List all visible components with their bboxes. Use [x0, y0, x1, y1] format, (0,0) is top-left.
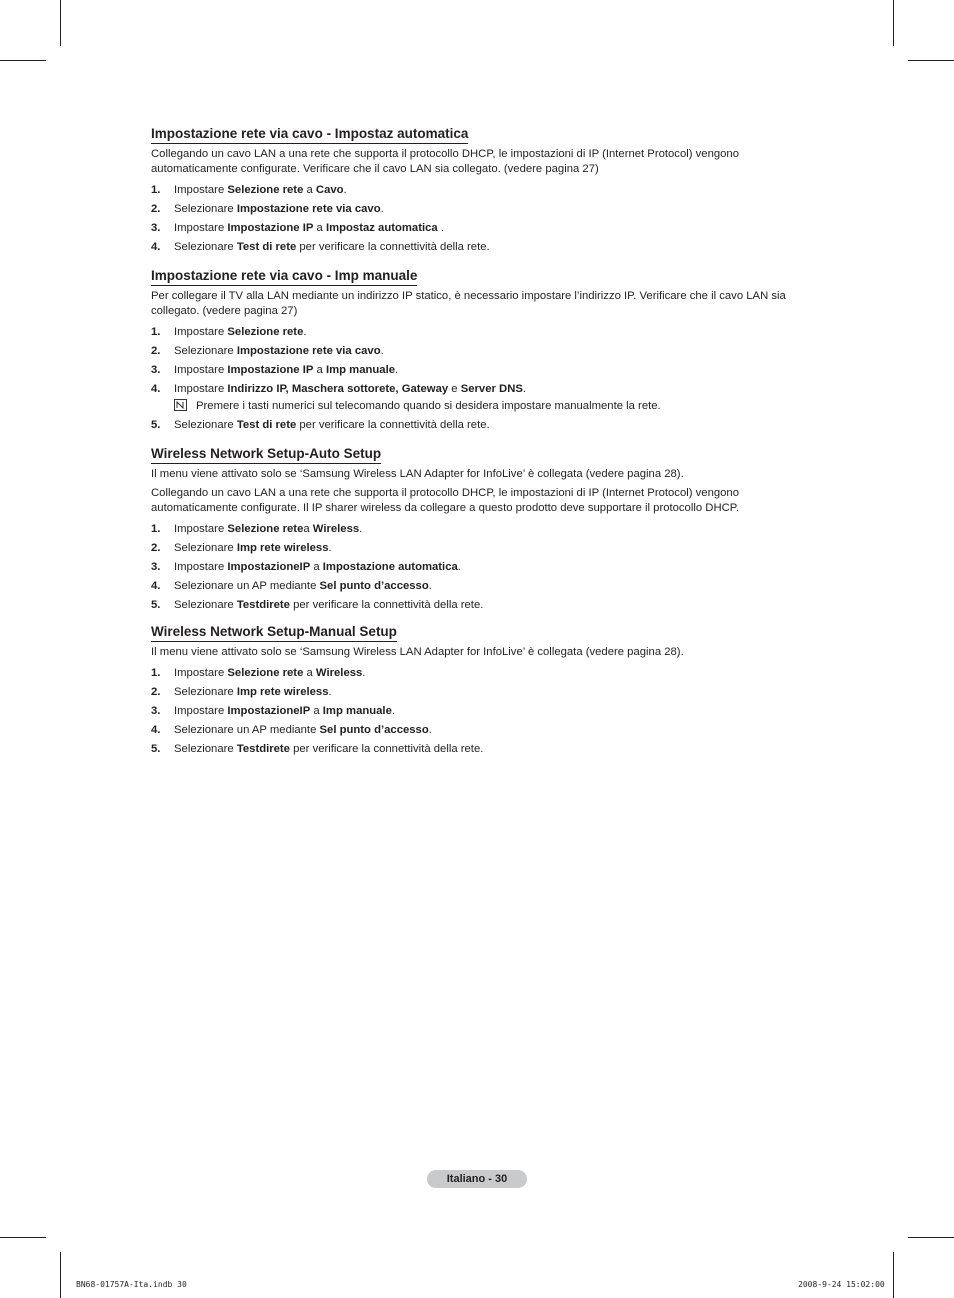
- step-number: 2.: [151, 203, 161, 215]
- menu-option: ImpostazioneIP: [227, 561, 311, 573]
- page-content: [151, 125, 816, 767]
- crop-mark: [0, 1237, 46, 1238]
- step-text: Impostare: [174, 523, 228, 535]
- step-item: [151, 325, 816, 339]
- step-text: .: [457, 561, 461, 573]
- step-number: 1.: [151, 667, 161, 679]
- step-text: Impostare: [174, 667, 228, 679]
- step-item: [151, 363, 816, 377]
- menu-option: Testdirete: [236, 743, 290, 755]
- menu-option: ImpostazioneIP: [227, 705, 311, 717]
- step-text: .: [428, 580, 432, 592]
- step-text: a: [313, 222, 326, 234]
- step-text: .: [428, 724, 432, 736]
- step-item: [151, 382, 816, 413]
- step-item: [151, 742, 816, 756]
- section-title: Wireless Network Setup-Auto Setup: [151, 445, 381, 464]
- step-text: a: [310, 561, 323, 573]
- step-text: .: [522, 383, 527, 395]
- step-text: Selezionare: [174, 743, 237, 755]
- menu-option: Imp manuale: [322, 705, 392, 717]
- step-text: Impostare: [174, 705, 228, 717]
- step-text: Impostare: [174, 184, 228, 196]
- note-text: Premere i tasti numerici sul telecomando quando si desidera impostare manualmente la rete.: [196, 400, 661, 412]
- step-number: 4.: [151, 383, 161, 395]
- crop-mark: [60, 0, 61, 46]
- section: [151, 445, 816, 612]
- step-item: [151, 344, 816, 358]
- section-intro: Il menu viene attivato solo se ‘Samsung Wireless LAN Adapter for InfoLive’ è collegata (vedere pagina 28).: [151, 468, 684, 480]
- step-text: Selezionare: [174, 599, 237, 611]
- step-number: 5.: [151, 743, 161, 755]
- step-number: 1.: [151, 523, 161, 535]
- step-text: .: [359, 523, 363, 535]
- step-text: a: [313, 364, 326, 376]
- step-text: a: [310, 705, 323, 717]
- step-number: 2.: [151, 542, 161, 554]
- step-item: [151, 666, 816, 680]
- step-number: 1.: [151, 184, 161, 196]
- step-text: per verificare la connettività della rete.: [289, 599, 484, 611]
- step-number: 3.: [151, 561, 161, 573]
- section: [151, 125, 816, 254]
- menu-option: Server DNS: [460, 383, 523, 395]
- step-number: 2.: [151, 345, 161, 357]
- menu-option: Test di rete: [236, 241, 297, 253]
- step-number: 1.: [151, 326, 161, 338]
- menu-option: Sel punto d’accesso: [319, 580, 429, 592]
- step-number: 4.: [151, 724, 161, 736]
- step-number: 4.: [151, 580, 161, 592]
- page-number-badge: Italiano - 30: [427, 1170, 527, 1188]
- crop-mark: [893, 0, 894, 46]
- step-text: Impostare: [174, 383, 228, 395]
- crop-mark: [0, 60, 46, 61]
- step-item: [151, 598, 816, 612]
- step-item: [151, 202, 816, 216]
- menu-option: Testdirete: [236, 599, 290, 611]
- step-number: 2.: [151, 686, 161, 698]
- step-number: 3.: [151, 222, 161, 234]
- menu-option: Selezione rete: [227, 184, 304, 196]
- menu-option: Impostazione IP: [227, 222, 314, 234]
- menu-option: Imp rete wireless: [236, 542, 329, 554]
- step-text: Impostare: [174, 364, 228, 376]
- menu-option: Impostaz automatica: [325, 222, 438, 234]
- crop-mark: [908, 1237, 954, 1238]
- step-text: .: [391, 705, 395, 717]
- crop-mark: [908, 60, 954, 61]
- step-text: e: [448, 383, 461, 395]
- step-number: 5.: [151, 419, 161, 431]
- step-text: Selezionare un AP mediante: [174, 724, 320, 736]
- menu-option: Test di rete: [236, 419, 297, 431]
- step-text: a: [303, 184, 316, 196]
- section-intro: Collegando un cavo LAN a una rete che supporta il protocollo DHCP, le impostazioni di IP (Internet Protocol) vengono automaticamente configurate. Il IP sharer wireless da collegare a questo prodotto deve supportare il protocollo DHCP.: [151, 487, 739, 514]
- step-item: [151, 418, 816, 432]
- step-text: a: [303, 667, 316, 679]
- menu-option: Cavo: [315, 184, 344, 196]
- step-text: .: [437, 222, 444, 234]
- step-number: 3.: [151, 364, 161, 376]
- step-text: .: [328, 542, 332, 554]
- imprint-date: 2008-9-24 15:02:00: [798, 1280, 885, 1289]
- step-number: 4.: [151, 241, 161, 253]
- step-text: per verificare la connettività della rete.: [296, 419, 490, 431]
- step-text: .: [303, 326, 307, 338]
- step-text: per verificare la connettività della rete.: [296, 241, 490, 253]
- menu-option: Impostazione rete via cavo: [236, 203, 381, 215]
- note-icon: [174, 399, 187, 411]
- step-item: [151, 541, 816, 555]
- step-text: Impostare: [174, 561, 228, 573]
- menu-option: Impostazione automatica: [322, 561, 458, 573]
- step-item: [151, 560, 816, 574]
- step-text: .: [395, 364, 399, 376]
- step-text: Selezionare: [174, 203, 237, 215]
- menu-option: Impostazione rete via cavo: [236, 345, 381, 357]
- crop-mark: [893, 1252, 894, 1298]
- step-text: .: [380, 345, 384, 357]
- step-item: [151, 579, 816, 593]
- step-list: [151, 325, 816, 432]
- step-list: [151, 183, 816, 254]
- step-item: [151, 723, 816, 737]
- menu-option: Selezione rete: [227, 326, 304, 338]
- menu-option: Imp manuale: [325, 364, 395, 376]
- step-item: [151, 685, 816, 699]
- imprint-file: BN68-01757A-Ita.indb 30: [76, 1280, 187, 1289]
- step-text: Selezionare: [174, 345, 237, 357]
- section-title: Impostazione rete via cavo - Impostaz automatica: [151, 125, 468, 144]
- step-item: [151, 704, 816, 718]
- step-item: [151, 221, 816, 235]
- menu-option: Indirizzo IP, Maschera sottorete, Gateway: [227, 383, 449, 395]
- step-text: Impostare: [174, 326, 228, 338]
- step-item: [151, 183, 816, 197]
- menu-option: Selezione rete: [227, 523, 304, 535]
- step-text: Impostare: [174, 222, 228, 234]
- section-intro: Collegando un cavo LAN a una rete che supporta il protocollo DHCP, le impostazioni di IP (Internet Protocol) vengono automaticamente configurate. Verificare che il cavo LAN sia collegato. (vedere pagina 27): [151, 148, 739, 175]
- step-text: Selezionare un AP mediante: [174, 580, 320, 592]
- menu-option: Wireless: [315, 667, 363, 679]
- step-text: .: [343, 184, 347, 196]
- step-list: [151, 522, 816, 612]
- step-text: Selezionare: [174, 542, 237, 554]
- step-list: [151, 666, 816, 756]
- step-text: Selezionare: [174, 241, 237, 253]
- step-number: 3.: [151, 705, 161, 717]
- section-title: Impostazione rete via cavo - Imp manuale: [151, 267, 417, 286]
- menu-option: Imp rete wireless: [236, 686, 329, 698]
- menu-option: Impostazione IP: [227, 364, 314, 376]
- section: [151, 623, 816, 756]
- step-text: per verificare la connettività della rete.: [289, 743, 484, 755]
- menu-option: Wireless: [312, 523, 360, 535]
- menu-option: Selezione rete: [227, 667, 304, 679]
- section-intro: Il menu viene attivato solo se ‘Samsung Wireless LAN Adapter for InfoLive’ è collegata (vedere pagina 28).: [151, 646, 684, 658]
- crop-mark: [60, 1252, 61, 1298]
- step-text: Selezionare: [174, 419, 237, 431]
- step-text: a: [303, 523, 313, 535]
- menu-option: Sel punto d’accesso: [319, 724, 429, 736]
- step-note: [174, 399, 816, 413]
- section: [151, 267, 816, 432]
- step-text: .: [380, 203, 384, 215]
- section-intro: Per collegare il TV alla LAN mediante un indirizzo IP statico, è necessario impostare l’indirizzo IP. Verificare che il cavo LAN sia collegato. (vedere pagina 27): [151, 290, 786, 317]
- step-number: 5.: [151, 599, 161, 611]
- step-text: Selezionare: [174, 686, 237, 698]
- step-text: .: [362, 667, 366, 679]
- step-item: [151, 240, 816, 254]
- step-item: [151, 522, 816, 536]
- section-title: Wireless Network Setup-Manual Setup: [151, 623, 397, 642]
- step-text: .: [328, 686, 332, 698]
